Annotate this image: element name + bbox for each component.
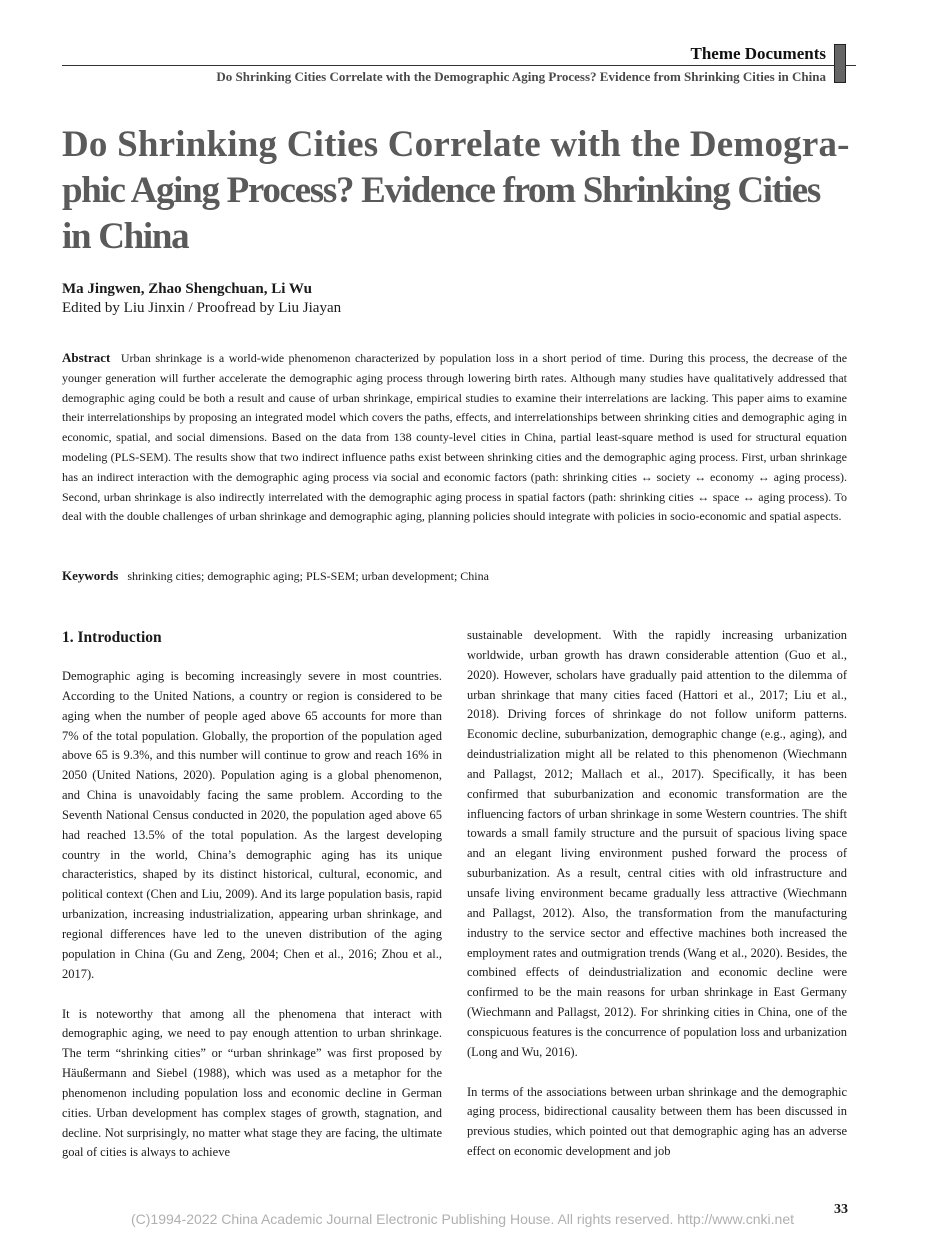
title-line-2: phic Aging Process? Evidence from Shrinking Cities — [62, 170, 820, 211]
keywords-label: Keywords — [62, 568, 119, 583]
copyright-watermark: (C)1994-2022 China Academic Journal Electronic Publishing House. All rights reserved. http://www.cnki.net — [131, 1211, 794, 1227]
author-list: Ma Jingwen, Zhao Shengchuan, Li Wu — [62, 281, 312, 297]
article-title — [62, 122, 852, 260]
section-heading-introduction: 1. Introduction — [62, 629, 162, 646]
body-paragraph: sustainable development. With the rapidly increasing urbanization worldwide, urban growth has drawn considerable attention (Guo et al., 2020). However, scholars have gradually paid attention to the dilemma of urban shrinkage that many cities faced (Hattori et al., 2017; Liu et al., 2018). Driving forces of shrinkage do not follow uniform patterns. Economic decline, suburbanization, demographic change (e.g., aging), and deindustrialization might all be related to this phenomenon (Wiechmann and Pallagst, 2012; Mallach et al., 2017). Specifically, it has been confirmed that suburbanization and economic transformation are the influencing factors of urban shrinkage in some Western countries. The shift towards a small family structure and the pursuit of spacious living space and an elegant living environment pushed forward the process of suburbanization. As a result, central cities with old infrastructure and unsafe living environment became gradually less attractive (Wiechmann and Pallagst, 2012). Also, the transformation from the manufacturing industry to the service sector and effective machines both increased the employment rates and outmigration trends (Wang et al., 2020). Besides, the combined effects of deindustrialization and economic decline were confirmed to be the main reasons for urban shrinkage in East Germany (Wiechmann and Pallagst, 2012). For shrinking cities in China, one of the conspicuous features is the concurrence of population loss and urbanization (Long and Wu, 2016). — [467, 628, 847, 1059]
body-column-left — [62, 628, 442, 1163]
editor-credit: Edited by Liu Jinxin / Proofread by Liu Jiayan — [62, 300, 342, 316]
running-title: Do Shrinking Cities Correlate with the Demographic Aging Process? Evidence from Shrinking Cities in China — [216, 69, 826, 84]
title-line-1: Do Shrinking Cities Correlate with the Demogra- — [62, 124, 850, 165]
keywords — [62, 567, 847, 585]
abstract — [62, 348, 847, 527]
body-column-right — [467, 626, 847, 1162]
body-paragraph: In terms of the associations between urban shrinkage and the demographic aging process, bidirectional causality between them has been discussed in previous studies, which pointed out that demographic aging has an adverse effect on economic development and job — [467, 1084, 847, 1159]
section-name: Theme Documents — [690, 44, 826, 63]
body-paragraph: Demographic aging is becoming increasingly severe in most countries. According to the United Nations, a country or region is considered to be aging when the number of people aged above 65 accounts for more than 7% of the total population. Globally, the proportion of the population aged above 65 is 9.3%, and this number will continue to grow and reach 16% in 2050 (United Nations, 2020). Population aging is a global phenomenon, and China is unavoidably facing the same problem. According to the Seventh National Census conducted in 2020, the population aged above 65 had reached 13.5% of the total population. As the largest developing country in the world, China’s demographic aging has its unique characteristics, shaped by its distinct historical, cultural, economic, and political context (Chen and Liu, 2009). And its large population basis, rapid urbanization, increasing industrialization, appearing urban shrinkage, and regional differences have led to the uneven distribution of the aging population in China (Gu and Zeng, 2004; Chen et al., 2016; Zhou et al., 2017). — [62, 669, 442, 981]
abstract-label: Abstract — [62, 350, 111, 365]
abstract-text: Urban shrinkage is a world-wide phenomenon characterized by population loss in a short period of time. During this process, the decrease of the younger generation will further accelerate the demographic aging process through lowering birth rates. Although many studies have qualitatively addressed that demographic aging could be both a result and cause of urban shrinkage, empirical studies to examine their interrelations are lacking. This paper aims to examine their interrelationships by proposing an integrated model which covers the paths, effects, and interrelationships between shrinking cities and demographic aging in economic, spatial, and social dimensions. Based on the data from 138 county-level cities in China, partial least-square method is used for structural equation modeling (PLS-SEM). The results show that two indirect influence paths exist between shrinking cities and the demographic aging process. First, urban shrinkage has an indirect interaction with the demographic aging process via social and economic factors (path: shrinking cities ↔ society ↔ economy ↔ aging process). Second, urban shrinkage is also indirectly interrelated with the demographic aging process in spatial factors (path: shrinking cities ↔ space ↔ aging process). To deal with the double challenges of urban shrinkage and demographic aging, planning policies should integrate with policies in socio-economic and spatial aspects. — [62, 351, 848, 524]
running-header — [62, 44, 826, 85]
section-tab-marker — [834, 44, 846, 83]
page-number: 33 — [834, 1202, 848, 1217]
body-paragraph: It is noteworthy that among all the phenomena that interact with demographic aging, we need to pay enough attention to urban shrinkage. The term “shrinking cities” or “urban shrinkage” was first proposed by Häußermann and Siebel (1988), which was used as a metaphor for the phenomenon including population loss and economic decline in German cities. Urban development has complex stages of growth, stagnation, and decline. Not surprisingly, no matter what stage they are facing, the ultimate goal of cities is always to achieve — [62, 1006, 442, 1160]
keywords-text: shrinking cities; demographic aging; PLS-SEM; urban development; China — [127, 569, 489, 583]
header-rule — [62, 65, 856, 66]
title-line-3: in China — [62, 216, 189, 257]
